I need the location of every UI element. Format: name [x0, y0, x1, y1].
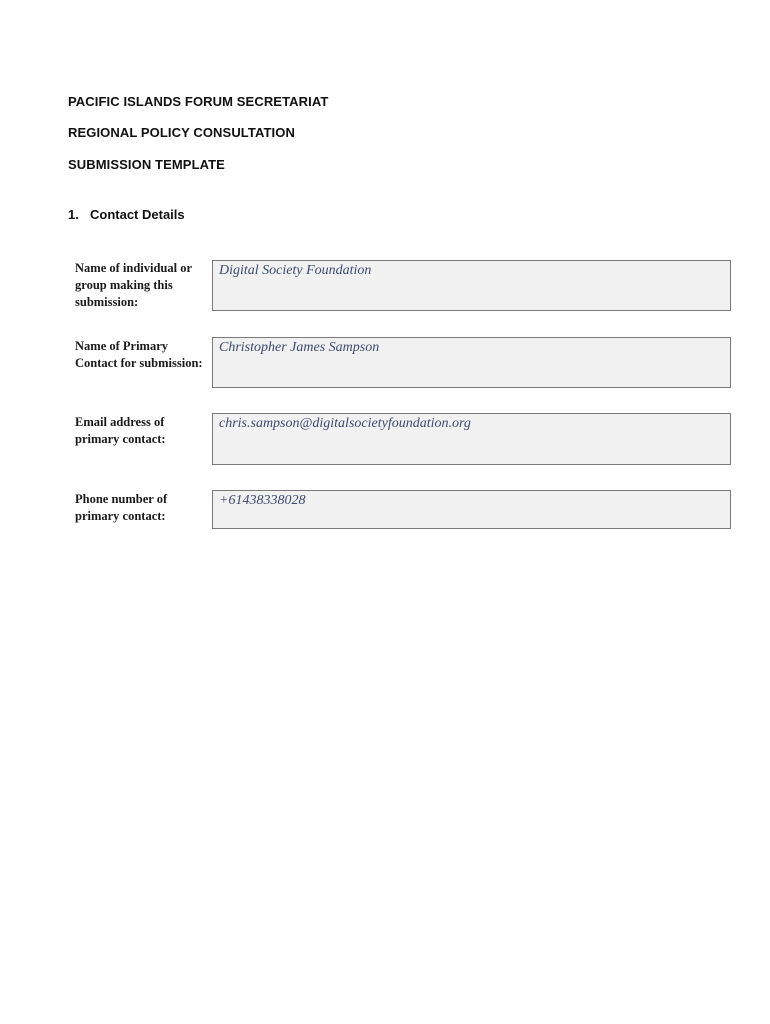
org-title: PACIFIC ISLANDS FORUM SECRETARIAT — [68, 94, 329, 109]
primary-contact-label: Name of Primary Contact for submission: — [75, 339, 203, 370]
section-number: 1. — [68, 207, 79, 222]
template-title: SUBMISSION TEMPLATE — [68, 157, 225, 172]
email-label: Email address of primary contact: — [75, 415, 166, 446]
phone-field[interactable]: +61438338028 — [212, 490, 731, 529]
section-heading-contact-details — [68, 207, 185, 222]
phone-label: Phone number of primary contact: — [75, 492, 168, 523]
consultation-title: REGIONAL POLICY CONSULTATION — [68, 125, 295, 140]
submitter-name-field[interactable]: Digital Society Foundation — [212, 260, 731, 311]
section-title: Contact Details — [90, 207, 185, 222]
primary-contact-field[interactable]: Christopher James Sampson — [212, 337, 731, 388]
email-field[interactable]: chris.sampson@digitalsocietyfoundation.org — [212, 413, 731, 465]
submitter-name-label: Name of individual or group making this submission: — [75, 261, 192, 309]
